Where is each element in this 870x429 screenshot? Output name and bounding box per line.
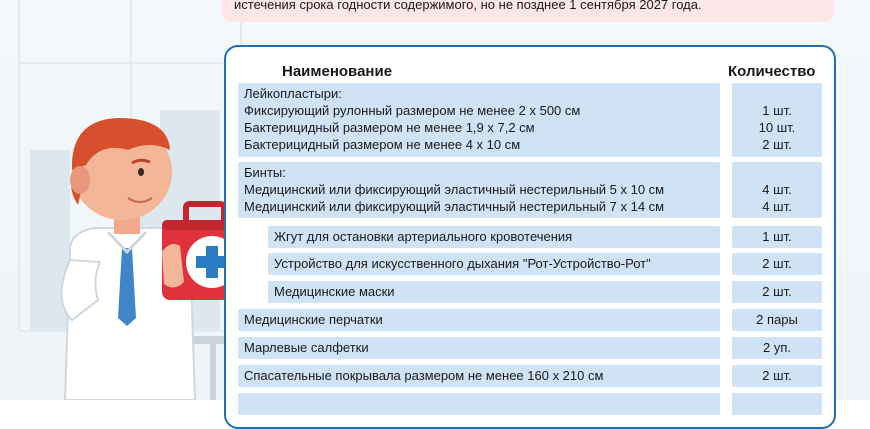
table-row-quantity: 1 шт. 10 шт. 2 шт. xyxy=(732,83,822,157)
table-row-quantity: 1 шт. xyxy=(732,226,822,248)
table-row-name: Медицинские маски xyxy=(268,281,720,303)
table-row-name: Бинты: Медицинский или фиксирующий эластичный нестерильный 5 х 10 см Медицинский или фиксирующий эластичный нестерильный 7 х 14 см xyxy=(238,162,720,218)
table-row-name: Жгут для остановки артериального кровотечения xyxy=(268,226,720,248)
table-row-name: Спасательные покрывала размером не менее 160 х 210 см xyxy=(238,365,720,387)
first-aid-composition-table xyxy=(224,45,836,429)
table-row-name: Устройство для искусственного дыхания "Рот-Устройство-Рот" xyxy=(268,253,720,275)
table-row-name: Марлевые салфетки xyxy=(238,337,720,359)
notice-text: истечения срока годности содержимого, но не позднее 1 сентября 2027 года. xyxy=(234,0,702,12)
header-name: Наименование xyxy=(282,63,393,80)
table-row-name: Лейкопластыри: Фиксирующий рулонный размером не менее 2 х 500 см Бактерицидный размером не менее 1,9 х 7,2 см Бактерицидный размером не менее 4 х 10 см xyxy=(238,83,720,157)
table-row-cutoff xyxy=(238,393,720,415)
header-quantity: Количество xyxy=(728,63,816,80)
table-row-quantity: 2 уп. xyxy=(732,337,822,359)
table-row-cutoff xyxy=(732,393,822,415)
validity-notice xyxy=(222,0,834,22)
table-row-quantity: 2 пары xyxy=(732,309,822,331)
table-row-quantity: 2 шт. xyxy=(732,281,822,303)
table-row-quantity: 4 шт. 4 шт. xyxy=(732,162,822,218)
table-row-quantity: 2 шт. xyxy=(732,365,822,387)
table-row-quantity: 2 шт. xyxy=(732,253,822,275)
table-row-name: Медицинские перчатки xyxy=(238,309,720,331)
